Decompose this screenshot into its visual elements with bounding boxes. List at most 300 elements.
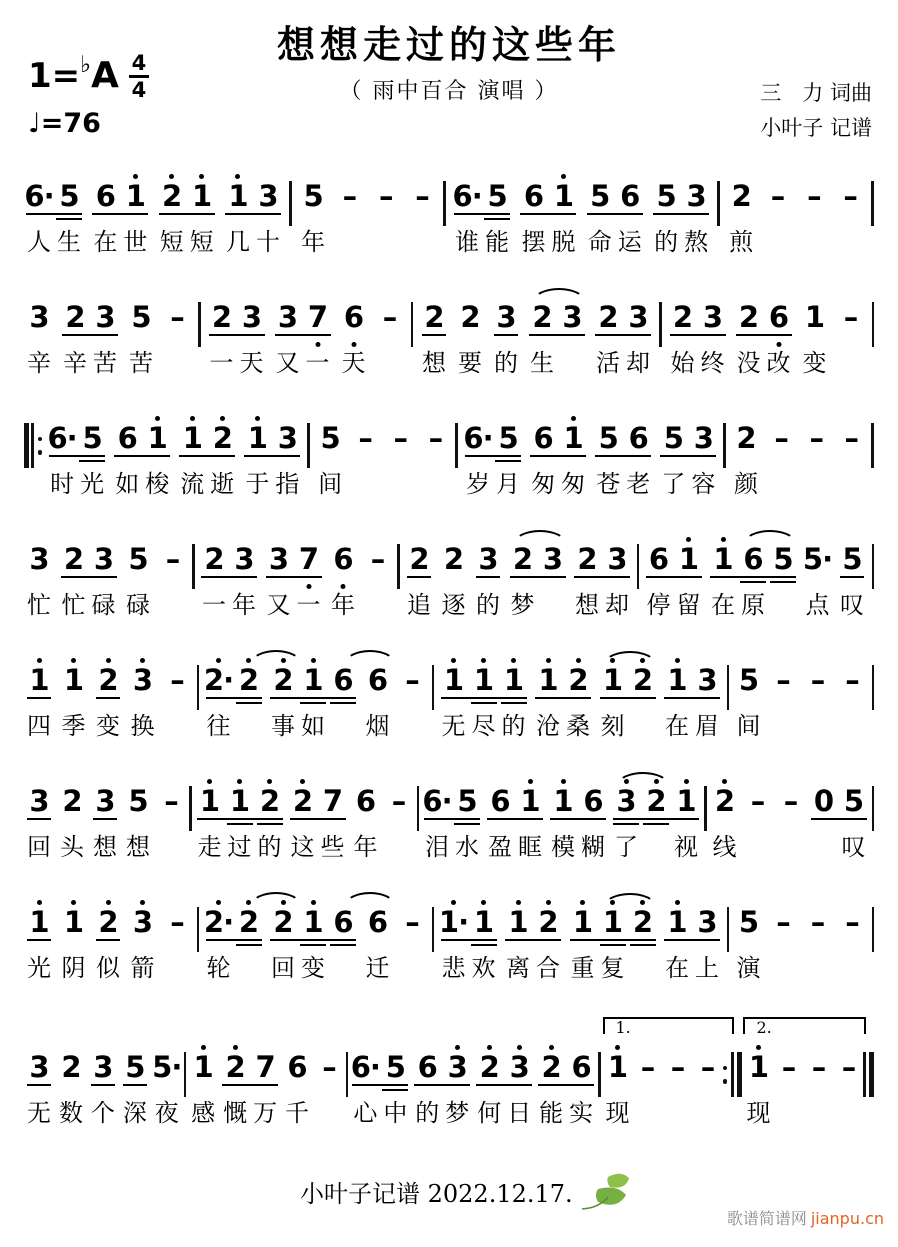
lyric-char: 梭 [145,470,170,498]
lyric-char [693,1098,723,1128]
note-digit: – [370,542,385,576]
dash-note [363,531,393,590]
beam-group [177,410,237,469]
lyric-char: 模 [551,833,575,861]
note-digit: – [841,1050,856,1084]
note-digit: 5 [125,1050,145,1084]
performer-subtitle: （ 雨中百合 演唱 ） [339,79,559,104]
beam-group [288,773,348,832]
barline [871,168,874,257]
note-digit: 3 [29,542,49,576]
lyric-char: 煎 [729,228,754,256]
underline-zone [710,817,740,832]
note-digit: 0 [813,784,834,818]
beam-group-unit [548,773,608,862]
beam-group-unit [422,773,482,862]
note [658,410,688,469]
note-digit: 1 [192,179,212,213]
beam-group [220,1039,280,1098]
lyric-char: 桑 [566,712,590,740]
dash-unit [801,410,831,499]
barline-glyph [872,302,875,347]
note-digit: 3 [509,1050,529,1084]
note [93,894,123,953]
watermark-domain: jianpu.cn [810,1209,884,1228]
beam-group-unit [593,289,653,378]
lyric-row [763,227,793,257]
underline-zone [128,938,158,953]
lyric-row [328,590,358,620]
lyric-row [644,590,704,620]
lyric-row [658,469,718,499]
lyric-char: 碌 [91,591,116,619]
beam-group-unit [485,773,545,862]
dash-unit [835,168,865,257]
note-digit: 2 [273,663,293,697]
lyric-char: 改 [766,349,791,377]
lyric-char: 始 [670,349,695,377]
note [809,773,839,832]
lyric-char: 追 [407,591,431,619]
underline-zone [162,333,192,348]
lyric-char: 辛 [63,349,87,377]
note [298,894,328,953]
dash-note [375,289,405,348]
lyric-row [420,469,450,499]
underline-zone [371,212,401,227]
lyric-char [835,227,865,257]
underline-zone [24,938,54,953]
note [88,1039,118,1098]
note [439,652,469,711]
lyric-row [593,469,653,499]
note-digit: 6 [287,1050,307,1084]
beam-group-unit [60,289,120,378]
note-digit: 6 [95,179,115,213]
lyric-row [593,348,653,378]
lyric-char: 又 [266,591,291,619]
sixteenth-underline [495,460,521,462]
song-title: 想想走过的这些年 [276,23,621,67]
note-digit: 1 [553,179,574,213]
barline-glyph [723,1052,742,1097]
beam-line [538,1084,594,1086]
beam-line [290,818,346,820]
eighth-underline [96,697,120,699]
dash-unit [162,289,192,378]
underline-zone [404,575,434,590]
dash-note [314,1039,344,1098]
note [24,531,54,590]
note-unit [363,652,393,741]
note [493,410,523,469]
lyric-char: 年 [353,833,378,861]
lyric-char: 停 [646,591,671,619]
dash-note [837,894,867,953]
note [255,773,285,832]
lyric-char [420,469,450,499]
sixteenth-underline [236,702,262,704]
lyric-char: 没 [736,349,761,377]
dash-unit [663,1039,693,1128]
beam-group-unit [527,289,587,378]
lyric-char [768,953,798,983]
note-digit: 2 [409,542,429,576]
note-digit: 3 [562,300,582,334]
note-digit: – [405,663,419,697]
lyric-row [485,832,545,862]
lyric-row [59,953,89,983]
lyric-row [162,953,192,983]
lyric-row [158,590,188,620]
note [24,168,54,227]
note-digit: – [811,1050,826,1084]
dash-note [803,894,833,953]
lyric-char [628,711,658,741]
note-digit: 5 [498,421,518,455]
dash-unit [799,168,829,257]
beam-group [47,410,107,469]
note [56,1039,86,1098]
lyric-row [508,590,568,620]
barline [872,894,875,983]
lyric-char: 匆 [561,470,586,498]
beam-line [811,818,867,820]
note-digit: 2 [646,784,666,818]
underline-zone [633,1083,663,1098]
lyric-row [473,590,503,620]
note-unit [351,773,381,862]
beam-line [206,939,262,941]
lyric-char: 颜 [734,470,758,498]
lyric-char [162,348,192,378]
lyric-char [803,953,833,983]
note-digit: 3 [496,300,516,334]
dash-unit [803,894,833,983]
note-digit: 3 [697,663,717,697]
lyric-row [439,590,469,620]
lyric-char: 夜 [154,1099,179,1127]
note-digit: – [170,300,184,334]
lyric-char: 梦 [445,1099,470,1127]
dash-note [766,410,796,469]
lyric-char [385,469,415,499]
lyric-char: 短 [159,228,184,256]
note-digit: 2 [460,300,480,334]
beam-group [568,894,658,953]
note-digit: 1 [63,663,84,697]
underline-zone [24,696,54,711]
note-digit: – [845,905,859,939]
note [90,168,120,227]
lyric-char: 深 [122,1099,147,1127]
lyric-row [314,1098,344,1128]
underline-zone [837,938,867,953]
underline-zone [726,212,756,227]
volta-label: 1. [615,1018,631,1037]
beam-line [595,455,651,457]
lyric-row [491,348,521,378]
lyric-row [536,1098,596,1128]
note [234,652,264,711]
beam-line [266,576,322,578]
lyric-row [803,1098,833,1128]
volta-ending [743,1015,874,1128]
note [422,773,452,832]
note [674,531,704,590]
lyric-row [412,1098,472,1128]
note-digit: 2 [204,542,224,576]
note [839,773,869,832]
note-digit: 2 [731,179,751,213]
note-unit [455,289,485,378]
lyric-char: 沧 [536,712,560,740]
note-digit: – [393,421,407,455]
lyric-char: 个 [90,1099,115,1127]
note-digit: 2 [238,663,259,697]
dash-note [803,1039,833,1098]
beam-group [518,168,578,227]
lyric-char: 人 [27,228,51,256]
beam-group-unit [644,531,704,620]
lyric-row [126,348,156,378]
note-digit: 6 [355,784,376,818]
note-digit: 1 [572,905,593,939]
note [602,531,632,590]
lyric-char: 现 [746,1099,771,1127]
note-digit: 1 [473,905,494,939]
beam-line [476,1084,532,1086]
note [282,1039,312,1098]
beam-group [199,531,259,590]
barline [189,773,192,862]
lyric-char: 光 [80,470,105,498]
note-digit: 2 [424,300,444,334]
note-digit: 2 [512,542,533,576]
note-digit: 1· [438,905,469,939]
lyric-char: 几 [225,228,250,256]
underline-zone [334,212,364,227]
dash-unit [158,531,188,620]
underline-zone [473,575,503,590]
note-unit [128,894,158,983]
note [328,652,358,711]
beam-line [510,576,566,578]
underline-zone [803,575,833,590]
lyric-row [112,469,172,499]
lyric-char [234,711,264,741]
beam-group [422,773,482,832]
lyric-char: 岁 [466,470,491,498]
beam-group [536,1039,596,1098]
beam-group [112,410,172,469]
note [469,652,499,711]
underline-zone [803,1083,833,1098]
barline [432,652,435,741]
sheet-footer [0,1160,898,1240]
dash-note [773,1039,803,1098]
score-line-8 [24,1015,874,1128]
note-digit: – [358,421,372,455]
lyric-char [833,1098,863,1128]
lyric-char [538,590,568,620]
note-digit: – [776,905,790,939]
note-digit: 2 [598,300,618,334]
note [734,894,764,953]
note-digit: 3 [93,542,114,576]
lyric-row [162,348,192,378]
note-digit: 5 [590,179,610,213]
lyric-char [776,832,806,862]
note [681,168,711,227]
note-digit: 2 [259,784,280,818]
lyric-char: 线 [712,833,737,861]
lyric-char: 点 [805,591,830,619]
beam-group-unit [439,652,529,741]
note-digit: – [170,663,184,697]
note-digit: 6 [571,1050,591,1084]
beam-group [593,289,653,348]
lyric-row [548,832,608,862]
underline-zone [120,1083,150,1098]
lyric-char [375,348,405,378]
note-unit [123,531,153,620]
lyric-row [120,1098,150,1128]
beam-group [412,1039,472,1098]
beam-group [734,289,794,348]
lyric-char: 箭 [130,954,155,982]
underline-zone [314,1083,344,1098]
note [363,894,393,953]
beam-group [548,773,608,832]
note-digit: 1 [63,905,84,939]
note-digit: 5 [843,784,864,818]
repeat-begin-barline [24,410,42,499]
lyric-char: 月 [496,470,521,498]
dash-note [801,410,831,469]
note-digit: 5 [773,542,793,576]
dash-unit [743,773,773,862]
note [126,289,156,348]
note [463,410,493,469]
note-digit: 5· [152,1050,182,1084]
underline-zone [363,938,393,953]
lyric-row [837,711,867,741]
note-digit: 5 [128,542,148,576]
note-digit: 7 [322,784,343,818]
note [563,652,593,711]
lyric-char [641,832,671,862]
underline-zone [768,938,798,953]
note [651,168,681,227]
note-digit: – [845,663,859,697]
barline [659,289,662,378]
lyric-char: 了 [614,833,638,861]
eighth-underline [27,818,51,820]
note-digit: 6· [350,1050,380,1084]
lyric-char: 忙 [27,591,51,619]
underline-zone [123,817,153,832]
lyric-char [836,348,866,378]
eighth-underline [422,334,446,336]
lyric-row [152,1098,182,1128]
note-digit: 3 [702,300,723,334]
note [152,1039,182,1098]
lyric-char [234,953,264,983]
beam-group [644,531,704,590]
note [452,773,482,832]
note [237,289,267,348]
note-digit: 5 [487,179,507,213]
note-digit: – [164,784,178,818]
underline-zone [455,333,485,348]
beam-group-unit [47,410,107,499]
note-digit: 3 [95,784,115,818]
note-digit: 1 [602,905,623,939]
note-digit: 2 [672,300,693,334]
lyric-row [59,711,89,741]
note-unit [93,894,123,983]
note-digit: 2 [632,905,653,939]
note [837,531,867,590]
note [491,289,521,348]
dash-unit [375,289,405,378]
barline-glyph [289,181,292,226]
underline-zone [397,696,427,711]
lyric-char: 命 [587,228,612,256]
beam-line [414,1084,470,1086]
beam-line [574,576,630,578]
beam-group-unit [668,289,728,378]
barline-glyph [432,665,435,710]
sixteenth-underline [227,823,253,825]
barline-glyph [198,302,201,347]
lyric-char [363,590,393,620]
lyric-char: 的 [476,591,500,619]
note [220,1039,250,1098]
lyric-char: 欢 [471,954,496,982]
note-digit: 1 [193,1050,213,1084]
beam-group-unit [264,531,324,620]
beam-line [209,334,265,336]
dash-unit [763,168,793,257]
note-digit: 3 [693,421,713,455]
lyric-row [708,590,798,620]
barline-glyph [723,423,726,468]
barline [598,1039,601,1128]
key-prefix: 1= [28,56,81,96]
note-digit: 3 [29,784,49,818]
underline-zone [123,575,153,590]
dash-note [384,773,414,832]
note [726,168,756,227]
sixteenth-underline [454,823,480,825]
lyric-char: 回 [271,954,295,982]
note [298,168,328,227]
note-unit [282,1039,312,1128]
lyric-char: 脱 [551,228,576,256]
barline-glyph [432,907,435,952]
volta-content [603,1039,742,1128]
dash-note [407,168,437,227]
barline [197,652,200,741]
dash-unit [768,894,798,983]
note-digit: 2 [292,784,313,818]
note [710,773,740,832]
beam-group [533,652,593,711]
beam-group [264,531,324,590]
note-digit: 1 [667,663,687,697]
